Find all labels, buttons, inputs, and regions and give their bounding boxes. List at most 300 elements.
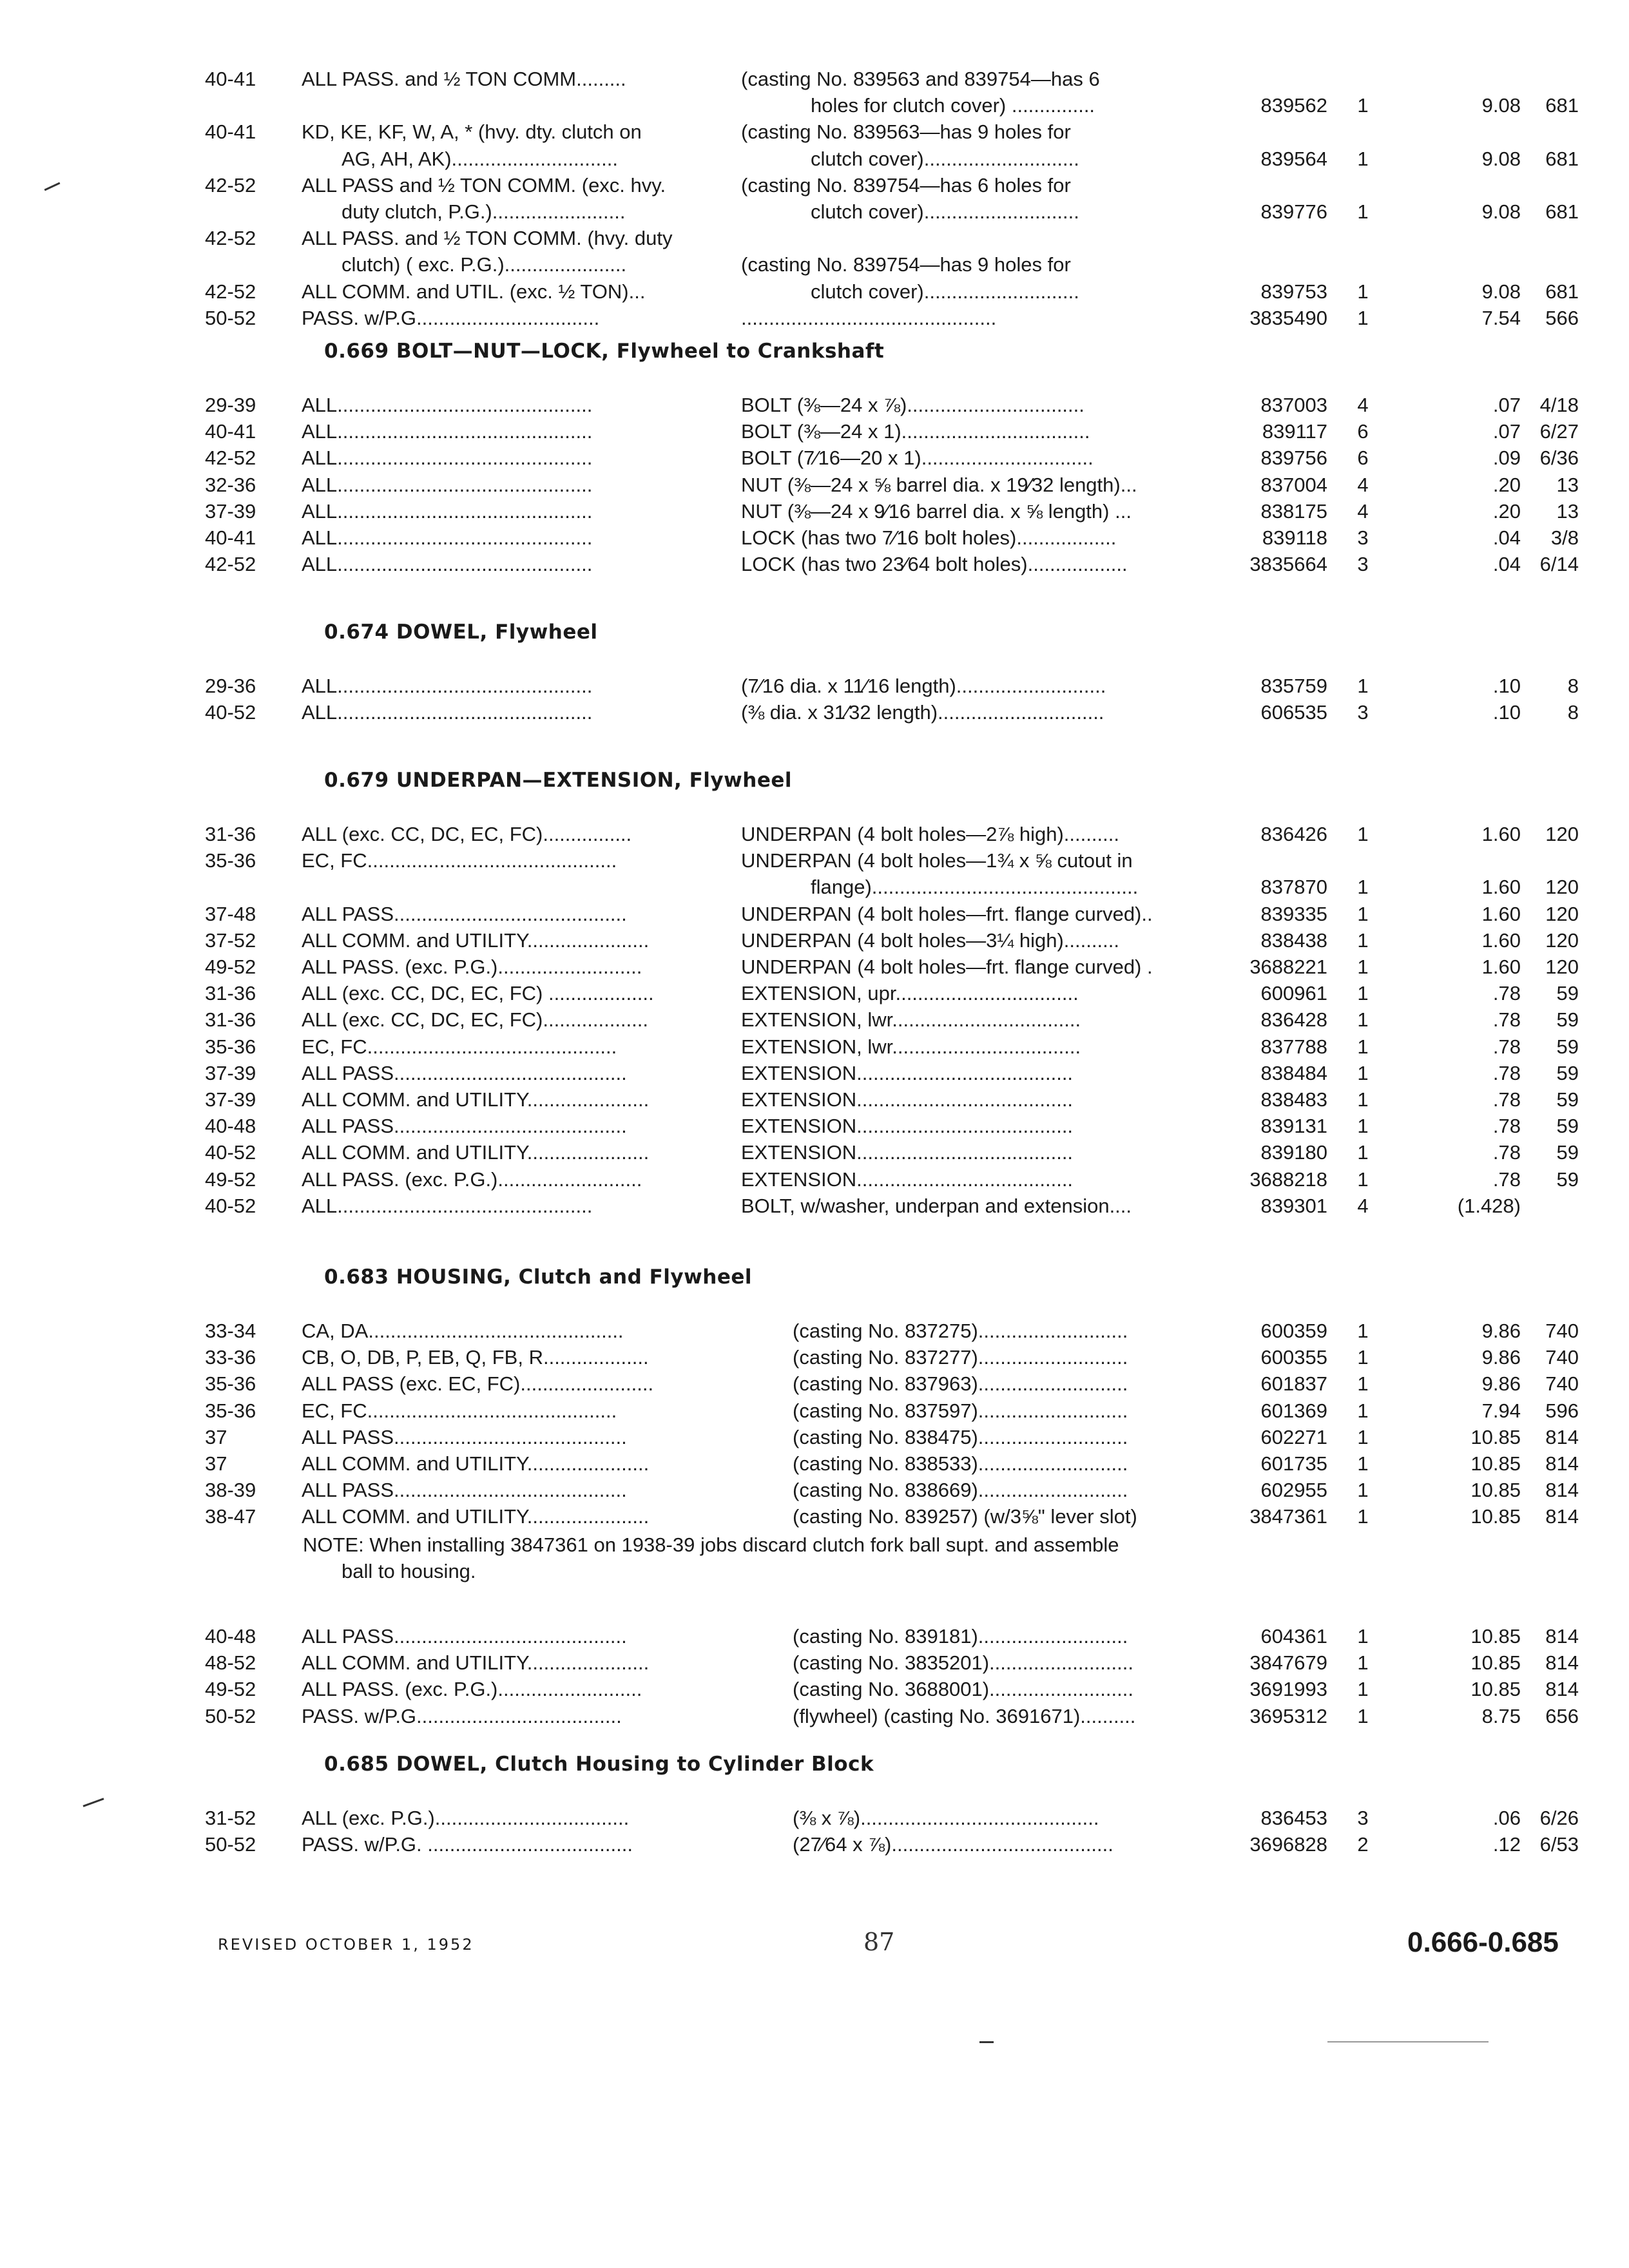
table-row xyxy=(0,1702,1629,1731)
table-row xyxy=(0,1622,1629,1651)
list-price: 9.08 xyxy=(1481,280,1521,303)
catalog-code: 59 xyxy=(1556,1008,1579,1032)
quantity: 1 xyxy=(1357,876,1369,899)
part-description-cont: flange)................................................ xyxy=(811,876,1139,899)
part-number: 836428 xyxy=(1260,1008,1327,1032)
catalog-code: 740 xyxy=(1545,1372,1579,1396)
table-row xyxy=(0,952,1629,982)
list-price: .78 xyxy=(1492,1008,1521,1032)
section-heading: 0.669 BOLT—NUT—LOCK, Flywheel to Crankshaft xyxy=(324,340,885,363)
table-row xyxy=(0,1032,1629,1062)
part-number: 839756 xyxy=(1260,447,1327,470)
part-description: BOLT (7⁄16—20 x 1)............................... xyxy=(741,447,1094,470)
quantity: 1 xyxy=(1357,200,1369,223)
year-range: 50-52 xyxy=(205,306,256,329)
quantity: 1 xyxy=(1357,1141,1369,1164)
model-application: ALL COMM. and UTILITY...................... xyxy=(302,1088,650,1111)
year-range: 40-52 xyxy=(205,701,256,724)
part-number: 604361 xyxy=(1260,1625,1327,1648)
part-number: 3847361 xyxy=(1249,1505,1327,1528)
table-row xyxy=(0,497,1629,526)
year-range: 40-41 xyxy=(205,68,256,90)
quantity: 6 xyxy=(1357,447,1369,470)
model-application: ALL COMM. and UTIL. (exc. ½ TON)... xyxy=(302,280,646,303)
part-description: (⅜ dia. x 31⁄32 length).............................. xyxy=(741,701,1104,724)
model-application: ALL (exc. CC, DC, EC, FC)................ xyxy=(302,823,632,845)
year-range: 49-52 xyxy=(205,1168,256,1191)
table-row xyxy=(0,417,1629,447)
model-application: ALL.............................................. xyxy=(302,447,593,470)
quantity: 1 xyxy=(1357,1008,1369,1032)
year-range: 37-52 xyxy=(205,928,256,952)
model-application: ALL PASS.......................................... xyxy=(302,1061,627,1084)
catalog-code: 120 xyxy=(1545,823,1579,845)
part-number: 601735 xyxy=(1260,1452,1327,1475)
model-application: ALL PASS. and ½ TON COMM. (hvy. duty xyxy=(302,227,673,250)
catalog-code: 59 xyxy=(1556,1141,1579,1164)
quantity: 1 xyxy=(1357,1346,1369,1369)
table-row xyxy=(0,523,1629,553)
year-range: 37-39 xyxy=(205,1088,256,1111)
quantity: 1 xyxy=(1357,1320,1369,1342)
part-description: EXTENSION....................................... xyxy=(741,1088,1074,1111)
model-application: ALL PASS and ½ TON COMM. (exc. hvy. xyxy=(302,173,666,197)
part-description: (casting No. 839754—has 9 holes for xyxy=(741,253,1071,276)
part-description-cont: holes for clutch cover) ............... xyxy=(811,94,1095,117)
list-price: .07 xyxy=(1492,420,1521,443)
list-price: 1.60 xyxy=(1481,956,1521,978)
list-price: .78 xyxy=(1492,982,1521,1005)
model-application: ALL PASS. (exc. P.G.).......................... xyxy=(302,1168,642,1191)
part-description: UNDERPAN (4 bolt holes—2⅞ high).......... xyxy=(741,823,1119,845)
list-price: 10.85 xyxy=(1470,1452,1521,1475)
catalog-code: 59 xyxy=(1556,1088,1579,1111)
year-range: 40-52 xyxy=(205,1194,256,1217)
year-range: 35-36 xyxy=(205,1399,256,1422)
table-row xyxy=(0,277,1629,307)
year-range: 35-36 xyxy=(205,849,256,872)
list-price: .10 xyxy=(1492,675,1521,697)
table-row xyxy=(0,698,1629,727)
table-row xyxy=(0,550,1629,579)
year-range: 49-52 xyxy=(205,956,256,978)
model-application: ALL COMM. and UTILITY...................... xyxy=(302,1141,650,1164)
list-price: 9.86 xyxy=(1481,1320,1521,1342)
table-row xyxy=(0,1165,1629,1195)
quantity: 1 xyxy=(1357,306,1369,329)
table-row xyxy=(0,1675,1629,1704)
year-range: 42-52 xyxy=(205,553,256,576)
year-range: 37 xyxy=(205,1425,227,1448)
quantity: 1 xyxy=(1357,1678,1369,1701)
catalog-code: 566 xyxy=(1545,306,1579,329)
list-price: .78 xyxy=(1492,1168,1521,1191)
part-number: 839753 xyxy=(1260,280,1327,303)
table-row xyxy=(0,224,1629,253)
year-range: 31-36 xyxy=(205,1008,256,1032)
list-price: .78 xyxy=(1492,1035,1521,1058)
model-application: ALL COMM. and UTILITY...................... xyxy=(302,1651,650,1675)
table-row xyxy=(0,1059,1629,1088)
part-number: 600355 xyxy=(1260,1346,1327,1369)
page-number: 87 xyxy=(863,1928,895,1956)
model-application: ALL.............................................. xyxy=(302,553,593,576)
part-number: 839131 xyxy=(1260,1115,1327,1138)
table-row xyxy=(0,1423,1629,1452)
table-row xyxy=(0,1830,1629,1860)
catalog-code: 59 xyxy=(1556,982,1579,1005)
model-application: PASS. w/P.G. ..................................... xyxy=(302,1833,633,1856)
part-description: (casting No. 837277)........................... xyxy=(793,1346,1128,1369)
list-price: 10.85 xyxy=(1470,1651,1521,1675)
part-description: (casting No. 837963)........................... xyxy=(793,1372,1128,1396)
part-number: 835759 xyxy=(1260,675,1327,697)
part-description: LOCK (has two 23⁄64 bolt holes).................. xyxy=(741,553,1128,576)
part-description: (⅜ x ⅞)........................................... xyxy=(793,1807,1099,1829)
table-row xyxy=(0,470,1629,500)
catalog-code: 120 xyxy=(1545,876,1579,899)
quantity: 1 xyxy=(1357,982,1369,1005)
table-row xyxy=(0,1648,1629,1678)
catalog-code: 6/26 xyxy=(1539,1807,1579,1829)
quantity: 1 xyxy=(1357,147,1369,170)
model-application-cont: clutch) ( exc. P.G.)...................... xyxy=(342,253,627,276)
list-price: 8.75 xyxy=(1481,1704,1521,1727)
part-description-cont: clutch cover)............................ xyxy=(811,200,1079,223)
year-range: 50-52 xyxy=(205,1704,256,1727)
part-description: EXTENSION, lwr.................................. xyxy=(741,1035,1081,1058)
quantity: 2 xyxy=(1357,1833,1369,1856)
catalog-code: 3/8 xyxy=(1550,526,1579,549)
table-row xyxy=(0,303,1629,333)
table-row xyxy=(0,1138,1629,1168)
catalog-code: 59 xyxy=(1556,1168,1579,1191)
part-description: (casting No. 838533)........................... xyxy=(793,1452,1128,1475)
part-number: 839301 xyxy=(1260,1194,1327,1217)
list-price: .78 xyxy=(1492,1061,1521,1084)
year-range: 33-36 xyxy=(205,1346,256,1369)
catalog-code: 120 xyxy=(1545,956,1579,978)
table-row xyxy=(0,91,1629,120)
section-heading: 0.679 UNDERPAN—EXTENSION, Flywheel xyxy=(324,769,793,792)
list-price: .78 xyxy=(1492,1141,1521,1164)
part-description: (casting No. 837275)........................... xyxy=(793,1320,1128,1342)
model-application: ALL PASS.......................................... xyxy=(302,1425,627,1448)
catalog-code: 120 xyxy=(1545,928,1579,952)
quantity: 1 xyxy=(1357,1425,1369,1448)
model-application: ALL PASS. and ½ TON COMM......... xyxy=(302,68,626,90)
catalog-code: 596 xyxy=(1545,1399,1579,1422)
year-range: 42-52 xyxy=(205,227,256,250)
model-application-cont: AG, AH, AK).............................. xyxy=(342,147,618,170)
catalog-code: 59 xyxy=(1556,1115,1579,1138)
quantity: 4 xyxy=(1357,1194,1369,1217)
part-number: 839335 xyxy=(1260,902,1327,925)
part-number: 3696828 xyxy=(1249,1833,1327,1856)
table-row xyxy=(0,1316,1629,1346)
part-number: 601369 xyxy=(1260,1399,1327,1422)
part-number: 838483 xyxy=(1260,1088,1327,1111)
catalog-code: 6/14 xyxy=(1539,553,1579,576)
part-number: 600961 xyxy=(1260,982,1327,1005)
year-range: 37 xyxy=(205,1452,227,1475)
part-number: 3691993 xyxy=(1249,1678,1327,1701)
catalog-code: 59 xyxy=(1556,1061,1579,1084)
part-description: (casting No. 837597)........................... xyxy=(793,1399,1128,1422)
table-row xyxy=(0,117,1629,147)
list-price: .07 xyxy=(1492,394,1521,416)
part-description: (casting No. 839257) (w/3⅝" lever slot) xyxy=(793,1505,1137,1528)
catalog-code: 814 xyxy=(1545,1625,1579,1648)
part-number: 837003 xyxy=(1260,394,1327,416)
catalog-code: 681 xyxy=(1545,280,1579,303)
model-application: ALL PASS.......................................... xyxy=(302,1625,627,1648)
part-number: 839564 xyxy=(1260,147,1327,170)
table-row xyxy=(0,144,1629,174)
part-number: 3835490 xyxy=(1249,306,1327,329)
list-price: (1.428) xyxy=(1457,1194,1521,1217)
part-description: UNDERPAN (4 bolt holes—1¾ x ⅝ cutout in xyxy=(741,849,1133,872)
model-application: ALL.............................................. xyxy=(302,420,593,443)
model-application: ALL COMM. and UTILITY...................... xyxy=(302,1505,650,1528)
part-number: 3835664 xyxy=(1249,553,1327,576)
model-application-cont: duty clutch, P.G.)........................ xyxy=(342,200,626,223)
model-application: ALL (exc. P.G.)................................... xyxy=(302,1807,630,1829)
year-range: 40-41 xyxy=(205,420,256,443)
model-application: ALL PASS (exc. EC, FC)........................ xyxy=(302,1372,654,1396)
table-row xyxy=(0,443,1629,473)
quantity: 1 xyxy=(1357,928,1369,952)
note-text: NOTE: When installing 3847361 on 1938-39 jobs discard clutch fork ball supt. and assemble xyxy=(303,1533,1119,1556)
quantity: 1 xyxy=(1357,902,1369,925)
list-price: 1.60 xyxy=(1481,876,1521,899)
table-row xyxy=(0,1085,1629,1115)
list-price: .04 xyxy=(1492,526,1521,549)
list-price: .04 xyxy=(1492,553,1521,576)
table-row xyxy=(0,1396,1629,1426)
table-row xyxy=(0,820,1629,849)
scan-mark xyxy=(979,2041,994,2043)
part-description: (casting No. 3688001).......................... xyxy=(793,1678,1133,1701)
year-range: 40-41 xyxy=(205,526,256,549)
list-price: 10.85 xyxy=(1470,1505,1521,1528)
list-price: .78 xyxy=(1492,1115,1521,1138)
catalog-code: 814 xyxy=(1545,1678,1579,1701)
part-number: 839562 xyxy=(1260,94,1327,117)
list-price: .10 xyxy=(1492,701,1521,724)
part-number: 3847679 xyxy=(1249,1651,1327,1675)
part-number: 606535 xyxy=(1260,701,1327,724)
catalog-code: 814 xyxy=(1545,1651,1579,1675)
quantity: 1 xyxy=(1357,1505,1369,1528)
table-row xyxy=(0,1449,1629,1479)
quantity: 1 xyxy=(1357,1088,1369,1111)
model-application: ALL.............................................. xyxy=(302,1194,593,1217)
year-range: 31-36 xyxy=(205,823,256,845)
catalog-code: 681 xyxy=(1545,200,1579,223)
catalog-code: 814 xyxy=(1545,1452,1579,1475)
year-range: 40-52 xyxy=(205,1141,256,1164)
catalog-code: 814 xyxy=(1545,1425,1579,1448)
model-application: ALL PASS. (exc. P.G.).......................... xyxy=(302,1678,642,1701)
model-application: ALL PASS.......................................... xyxy=(302,1479,627,1502)
year-range: 32-36 xyxy=(205,473,256,496)
part-description: (casting No. 839563—has 9 holes for xyxy=(741,120,1071,144)
year-range: 42-52 xyxy=(205,173,256,197)
year-range: 40-48 xyxy=(205,1115,256,1138)
part-number: 838484 xyxy=(1260,1061,1327,1084)
part-number: 836453 xyxy=(1260,1807,1327,1829)
quantity: 1 xyxy=(1357,823,1369,845)
list-price: 9.08 xyxy=(1481,147,1521,170)
quantity: 1 xyxy=(1357,1479,1369,1502)
quantity: 1 xyxy=(1357,1372,1369,1396)
catalog-code: 6/36 xyxy=(1539,447,1579,470)
list-price: .06 xyxy=(1492,1807,1521,1829)
quantity: 4 xyxy=(1357,394,1369,416)
list-price: 9.86 xyxy=(1481,1372,1521,1396)
table-row xyxy=(0,1502,1629,1532)
table-row xyxy=(0,846,1629,876)
part-description: UNDERPAN (4 bolt holes—frt. flange curved).. xyxy=(741,902,1153,925)
catalog-code: 8 xyxy=(1567,701,1579,724)
model-application: CB, O, DB, P, EB, Q, FB, R................... xyxy=(302,1346,649,1369)
list-price: .20 xyxy=(1492,499,1521,523)
table-row xyxy=(0,979,1629,1008)
list-price: .09 xyxy=(1492,447,1521,470)
model-application: ALL (exc. CC, DC, EC, FC) ................... xyxy=(302,982,654,1005)
part-number: 837788 xyxy=(1260,1035,1327,1058)
list-price: 1.60 xyxy=(1481,823,1521,845)
part-number: 839180 xyxy=(1260,1141,1327,1164)
part-number: 837870 xyxy=(1260,876,1327,899)
part-description-cont: clutch cover)............................ xyxy=(811,147,1079,170)
year-range: 42-52 xyxy=(205,280,256,303)
list-price: 1.60 xyxy=(1481,928,1521,952)
list-price: .12 xyxy=(1492,1833,1521,1856)
catalog-code: 13 xyxy=(1556,473,1579,496)
catalog-code: 4/18 xyxy=(1539,394,1579,416)
part-number: 602271 xyxy=(1260,1425,1327,1448)
catalog-code: 814 xyxy=(1545,1505,1579,1528)
year-range: 29-39 xyxy=(205,394,256,416)
list-price: .20 xyxy=(1492,473,1521,496)
list-price: 10.85 xyxy=(1470,1425,1521,1448)
quantity: 1 xyxy=(1357,1061,1369,1084)
table-row xyxy=(0,1111,1629,1141)
model-application: ALL.............................................. xyxy=(302,701,593,724)
table-row xyxy=(0,1191,1629,1221)
part-description: (flywheel) (casting No. 3691671).......... xyxy=(793,1704,1136,1727)
part-number: 839118 xyxy=(1262,526,1327,549)
year-range: 42-52 xyxy=(205,447,256,470)
catalog-code: 13 xyxy=(1556,499,1579,523)
list-price: 9.08 xyxy=(1481,200,1521,223)
table-row xyxy=(0,899,1629,929)
table-row xyxy=(0,64,1629,94)
table-row xyxy=(0,1005,1629,1035)
model-application: ALL PASS.......................................... xyxy=(302,1115,627,1138)
part-description: EXTENSION....................................... xyxy=(741,1141,1074,1164)
catalog-code: 814 xyxy=(1545,1479,1579,1502)
part-description: EXTENSION....................................... xyxy=(741,1061,1074,1084)
quantity: 1 xyxy=(1357,1115,1369,1138)
part-description: BOLT (⅜—24 x 1).................................. xyxy=(741,420,1090,443)
catalog-code: 740 xyxy=(1545,1320,1579,1342)
quantity: 6 xyxy=(1357,420,1369,443)
list-price: 10.85 xyxy=(1470,1625,1521,1648)
quantity: 1 xyxy=(1357,1704,1369,1727)
part-description: (casting No. 839181)........................... xyxy=(793,1625,1128,1648)
table-row xyxy=(0,390,1629,420)
note-text-cont: ball to housing. xyxy=(342,1559,476,1582)
part-description: (casting No. 839754—has 6 holes for xyxy=(741,173,1071,197)
part-number: 838175 xyxy=(1260,499,1327,523)
section-heading: 0.674 DOWEL, Flywheel xyxy=(324,620,598,644)
table-row xyxy=(0,1343,1629,1372)
model-application: ALL PASS. (exc. P.G.).......................... xyxy=(302,956,642,978)
part-description: BOLT, w/washer, underpan and extension.... xyxy=(741,1194,1132,1217)
year-range: 49-52 xyxy=(205,1678,256,1701)
part-description: (casting No. 839563 and 839754—has 6 xyxy=(741,68,1100,90)
part-number: 836426 xyxy=(1260,823,1327,845)
year-range: 31-52 xyxy=(205,1807,256,1829)
revision-date: REVISED OCTOBER 1, 1952 xyxy=(218,1936,474,1954)
table-row xyxy=(0,197,1629,227)
quantity: 4 xyxy=(1357,499,1369,523)
quantity: 1 xyxy=(1357,94,1369,117)
part-description: (casting No. 838669)........................... xyxy=(793,1479,1128,1502)
year-range: 40-48 xyxy=(205,1625,256,1648)
model-application: ALL.............................................. xyxy=(302,499,593,523)
quantity: 1 xyxy=(1357,1651,1369,1675)
year-range: 48-52 xyxy=(205,1651,256,1675)
part-number: 3688221 xyxy=(1249,956,1327,978)
part-description: .............................................. xyxy=(741,306,997,329)
model-application: EC, FC............................................. xyxy=(302,1399,617,1422)
year-range: 40-41 xyxy=(205,120,256,144)
part-number: 839776 xyxy=(1260,200,1327,223)
quantity: 3 xyxy=(1357,526,1369,549)
quantity: 3 xyxy=(1357,553,1369,576)
part-description: EXTENSION, upr................................. xyxy=(741,982,1079,1005)
part-description: BOLT (⅜—24 x ⅞)................................ xyxy=(741,394,1084,416)
model-application: EC, FC............................................. xyxy=(302,849,617,872)
part-number: 601837 xyxy=(1260,1372,1327,1396)
year-range: 35-36 xyxy=(205,1372,256,1396)
section-range: 0.666-0.685 xyxy=(1407,1927,1559,1958)
year-range: 37-48 xyxy=(205,902,256,925)
model-application: PASS. w/P.G..................................... xyxy=(302,1704,622,1727)
part-number: 838438 xyxy=(1260,928,1327,952)
list-price: 1.60 xyxy=(1481,902,1521,925)
list-price: 10.85 xyxy=(1470,1678,1521,1701)
part-description: (casting No. 838475)........................... xyxy=(793,1425,1128,1448)
model-application: ALL (exc. CC, DC, EC, FC)................... xyxy=(302,1008,648,1032)
model-application: KD, KE, KF, W, A, * (hvy. dty. clutch on xyxy=(302,120,642,144)
table-row xyxy=(0,171,1629,200)
catalog-code: 681 xyxy=(1545,147,1579,170)
model-application: ALL COMM. and UTILITY...................... xyxy=(302,1452,650,1475)
year-range: 50-52 xyxy=(205,1833,256,1856)
catalog-code: 6/27 xyxy=(1539,420,1579,443)
model-application: ALL.............................................. xyxy=(302,394,593,416)
list-price: 7.94 xyxy=(1481,1399,1521,1422)
catalog-code: 740 xyxy=(1545,1346,1579,1369)
catalog-code: 6/53 xyxy=(1539,1833,1579,1856)
part-number: 3688218 xyxy=(1249,1168,1327,1191)
list-price: .78 xyxy=(1492,1088,1521,1111)
